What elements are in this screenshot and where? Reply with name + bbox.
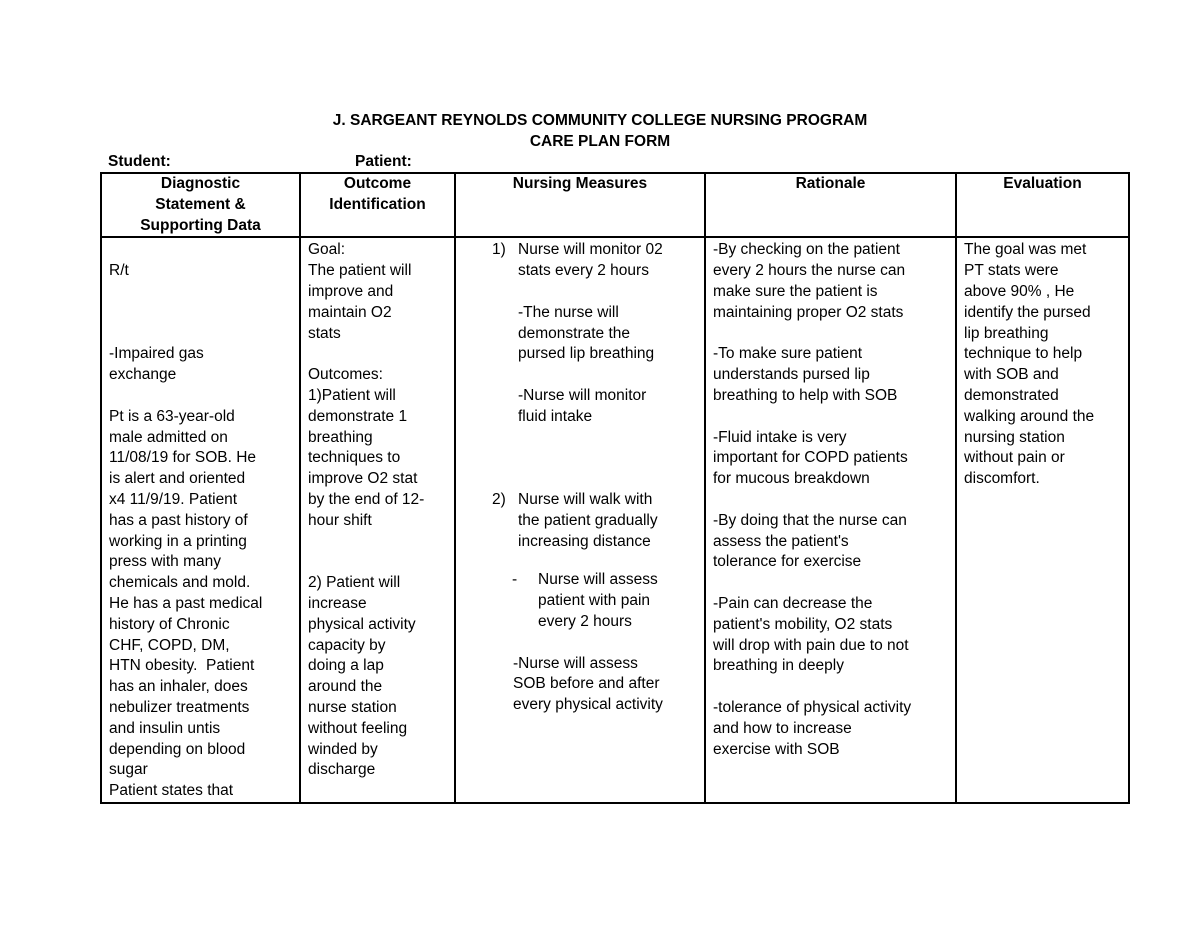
col-header-evaluation: Evaluation [956,173,1129,237]
col-header-diagnostic: Diagnostic Statement & Supporting Data [101,173,300,237]
form-title: J. SARGEANT REYNOLDS COMMUNITY COLLEGE NURSING PROGRAM [332,112,868,129]
nursing-measures-cell [455,237,705,803]
nursing-measure-1: 1) Nurse will monitor 02 stats every 2 hours -The nurse will demonstrate the pursed lip breathing -Nurse will monitor fluid intake [492,241,663,425]
nursing-measure-2c: -Nurse will assess SOB before and after every physical activity [513,654,663,714]
col-header-nursing-measures: Nursing Measures [455,173,705,237]
evaluation-cell: The goal was met PT stats were above 90% , He identify the pursed lip breathing technique to help with SOB and demonstrated walking around the nursing station without pain or discomfort. [956,237,1129,803]
outcome-cell: Goal: The patient will improve and maintain O2 stats Outcomes: 1)Patient will demonstrate 1 breathing techniques to improve O2 stat by the end of 12- hour shift 2) Patient will increase physical activity capacity by doing a lap around the nurse station without feeling winded by discharge [300,237,455,803]
related-to-text: R/t [109,262,129,280]
col-header-rationale: Rationale [705,173,956,237]
rationale-cell: -By checking on the patient every 2 hours the nurse can make sure the patient is maintaining proper O2 stats -To make sure patient understands pursed lip breathing to help with SOB -Fluid intake is very important for COPD patients for mucous breakdown -By doing that the nurse can assess the patient's tolerance for exercise -Pain can decrease the patient's mobility, O2 stats will drop with pain due to not breathing in deeply -tolerance of physical activity and how to increase exercise with SOB [705,237,956,803]
patient-label: Patient: [355,153,412,170]
care-plan-table [100,172,1130,804]
nursing-measure-2: 2) Nurse will walk with the patient gradually increasing distance [492,490,658,550]
diagnostic-cell: R/t -Impaired gas exchange Pt is a 63-year-old male admitted on 11/08/19 for SOB. He is alert and oriented x4 11/9/19. Patient has a past history of working in a printing press with many chemicals and mold. He has a past medical history of Chronic CHF, COPD, DM, HTN obesity. Patient has an inhaler, does nebulizer treatments and insulin untis depending on blood sugar Patient states that [101,237,300,803]
form-subtitle: CARE PLAN FORM [529,133,671,150]
col-header-outcome: Outcome Identification [300,173,455,237]
table-body-row [101,237,1129,803]
student-label: Student: [108,153,171,170]
nursing-measure-2-sub: - Nurse will assess patient with pain every 2 hours [512,571,658,630]
table-header-row [101,173,1129,237]
